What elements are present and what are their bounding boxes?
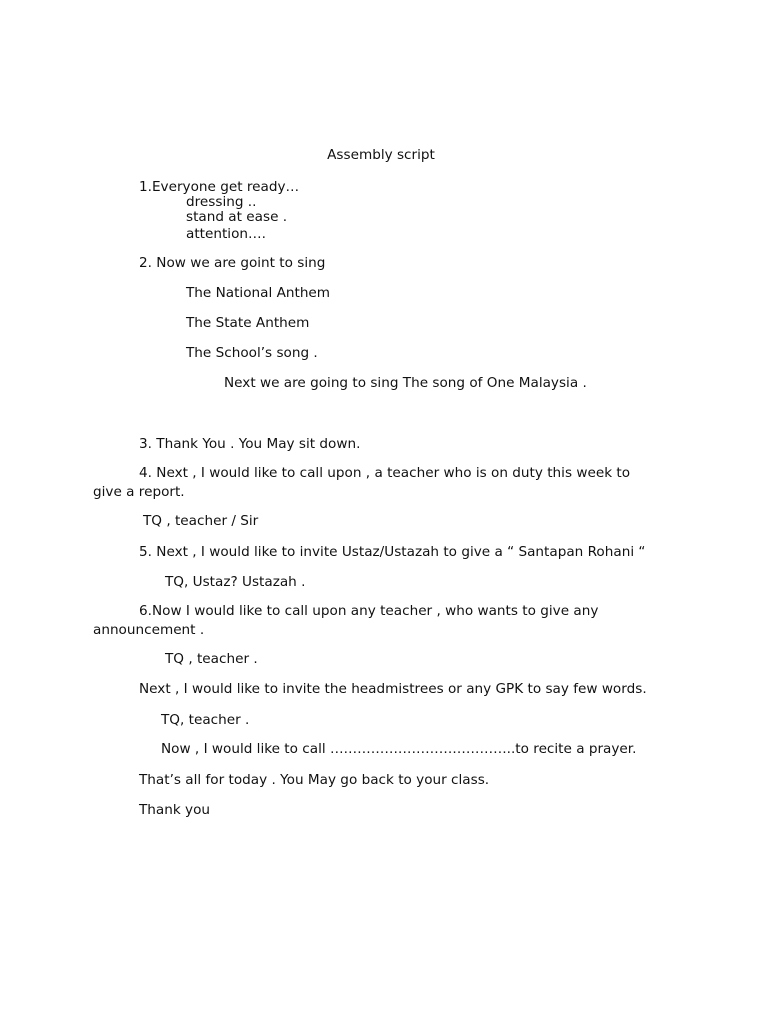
thank-you-line: Thank you: [139, 802, 211, 818]
step1-item-dressing: dressing ..: [186, 194, 257, 210]
song-school-song: The School’s song .: [186, 345, 318, 361]
song-state-anthem: The State Anthem: [186, 315, 310, 331]
step1-item-attention: attention….: [186, 226, 266, 242]
document-title: Assembly script: [327, 147, 435, 163]
step4-reply: TQ , teacher / Sir: [143, 513, 259, 529]
headmistress-reply: TQ, teacher .: [161, 712, 250, 728]
step5-reply: TQ, Ustaz? Ustazah .: [165, 574, 306, 590]
step1-heading: 1.Everyone get ready…: [139, 179, 300, 195]
song-one-malaysia: Next we are going to sing The song of One Malaysia .: [224, 375, 587, 391]
prayer-line: Now , I would like to call …………………………………..to recite a prayer.: [161, 741, 637, 757]
closing-line: That’s all for today . You May go back to your class.: [139, 772, 490, 788]
step6-reply: TQ , teacher .: [165, 651, 258, 667]
step6-line-2: announcement .: [93, 622, 205, 638]
step4-line-1: 4. Next , I would like to call upon , a teacher who is on duty this week to: [139, 465, 631, 481]
headmistress-line: Next , I would like to invite the headmistrees or any GPK to say few words.: [139, 681, 647, 697]
song-national-anthem: The National Anthem: [186, 285, 331, 301]
step1-item-stand-at-ease: stand at ease .: [186, 209, 288, 225]
step3-line: 3. Thank You . You May sit down.: [139, 436, 361, 452]
step4-line-2: give a report.: [93, 484, 185, 500]
step2-heading: 2. Now we are goint to sing: [139, 255, 326, 271]
step5-line: 5. Next , I would like to invite Ustaz/Ustazah to give a “ Santapan Rohani “: [139, 544, 646, 560]
step6-line-1: 6.Now I would like to call upon any teacher , who wants to give any: [139, 603, 599, 619]
